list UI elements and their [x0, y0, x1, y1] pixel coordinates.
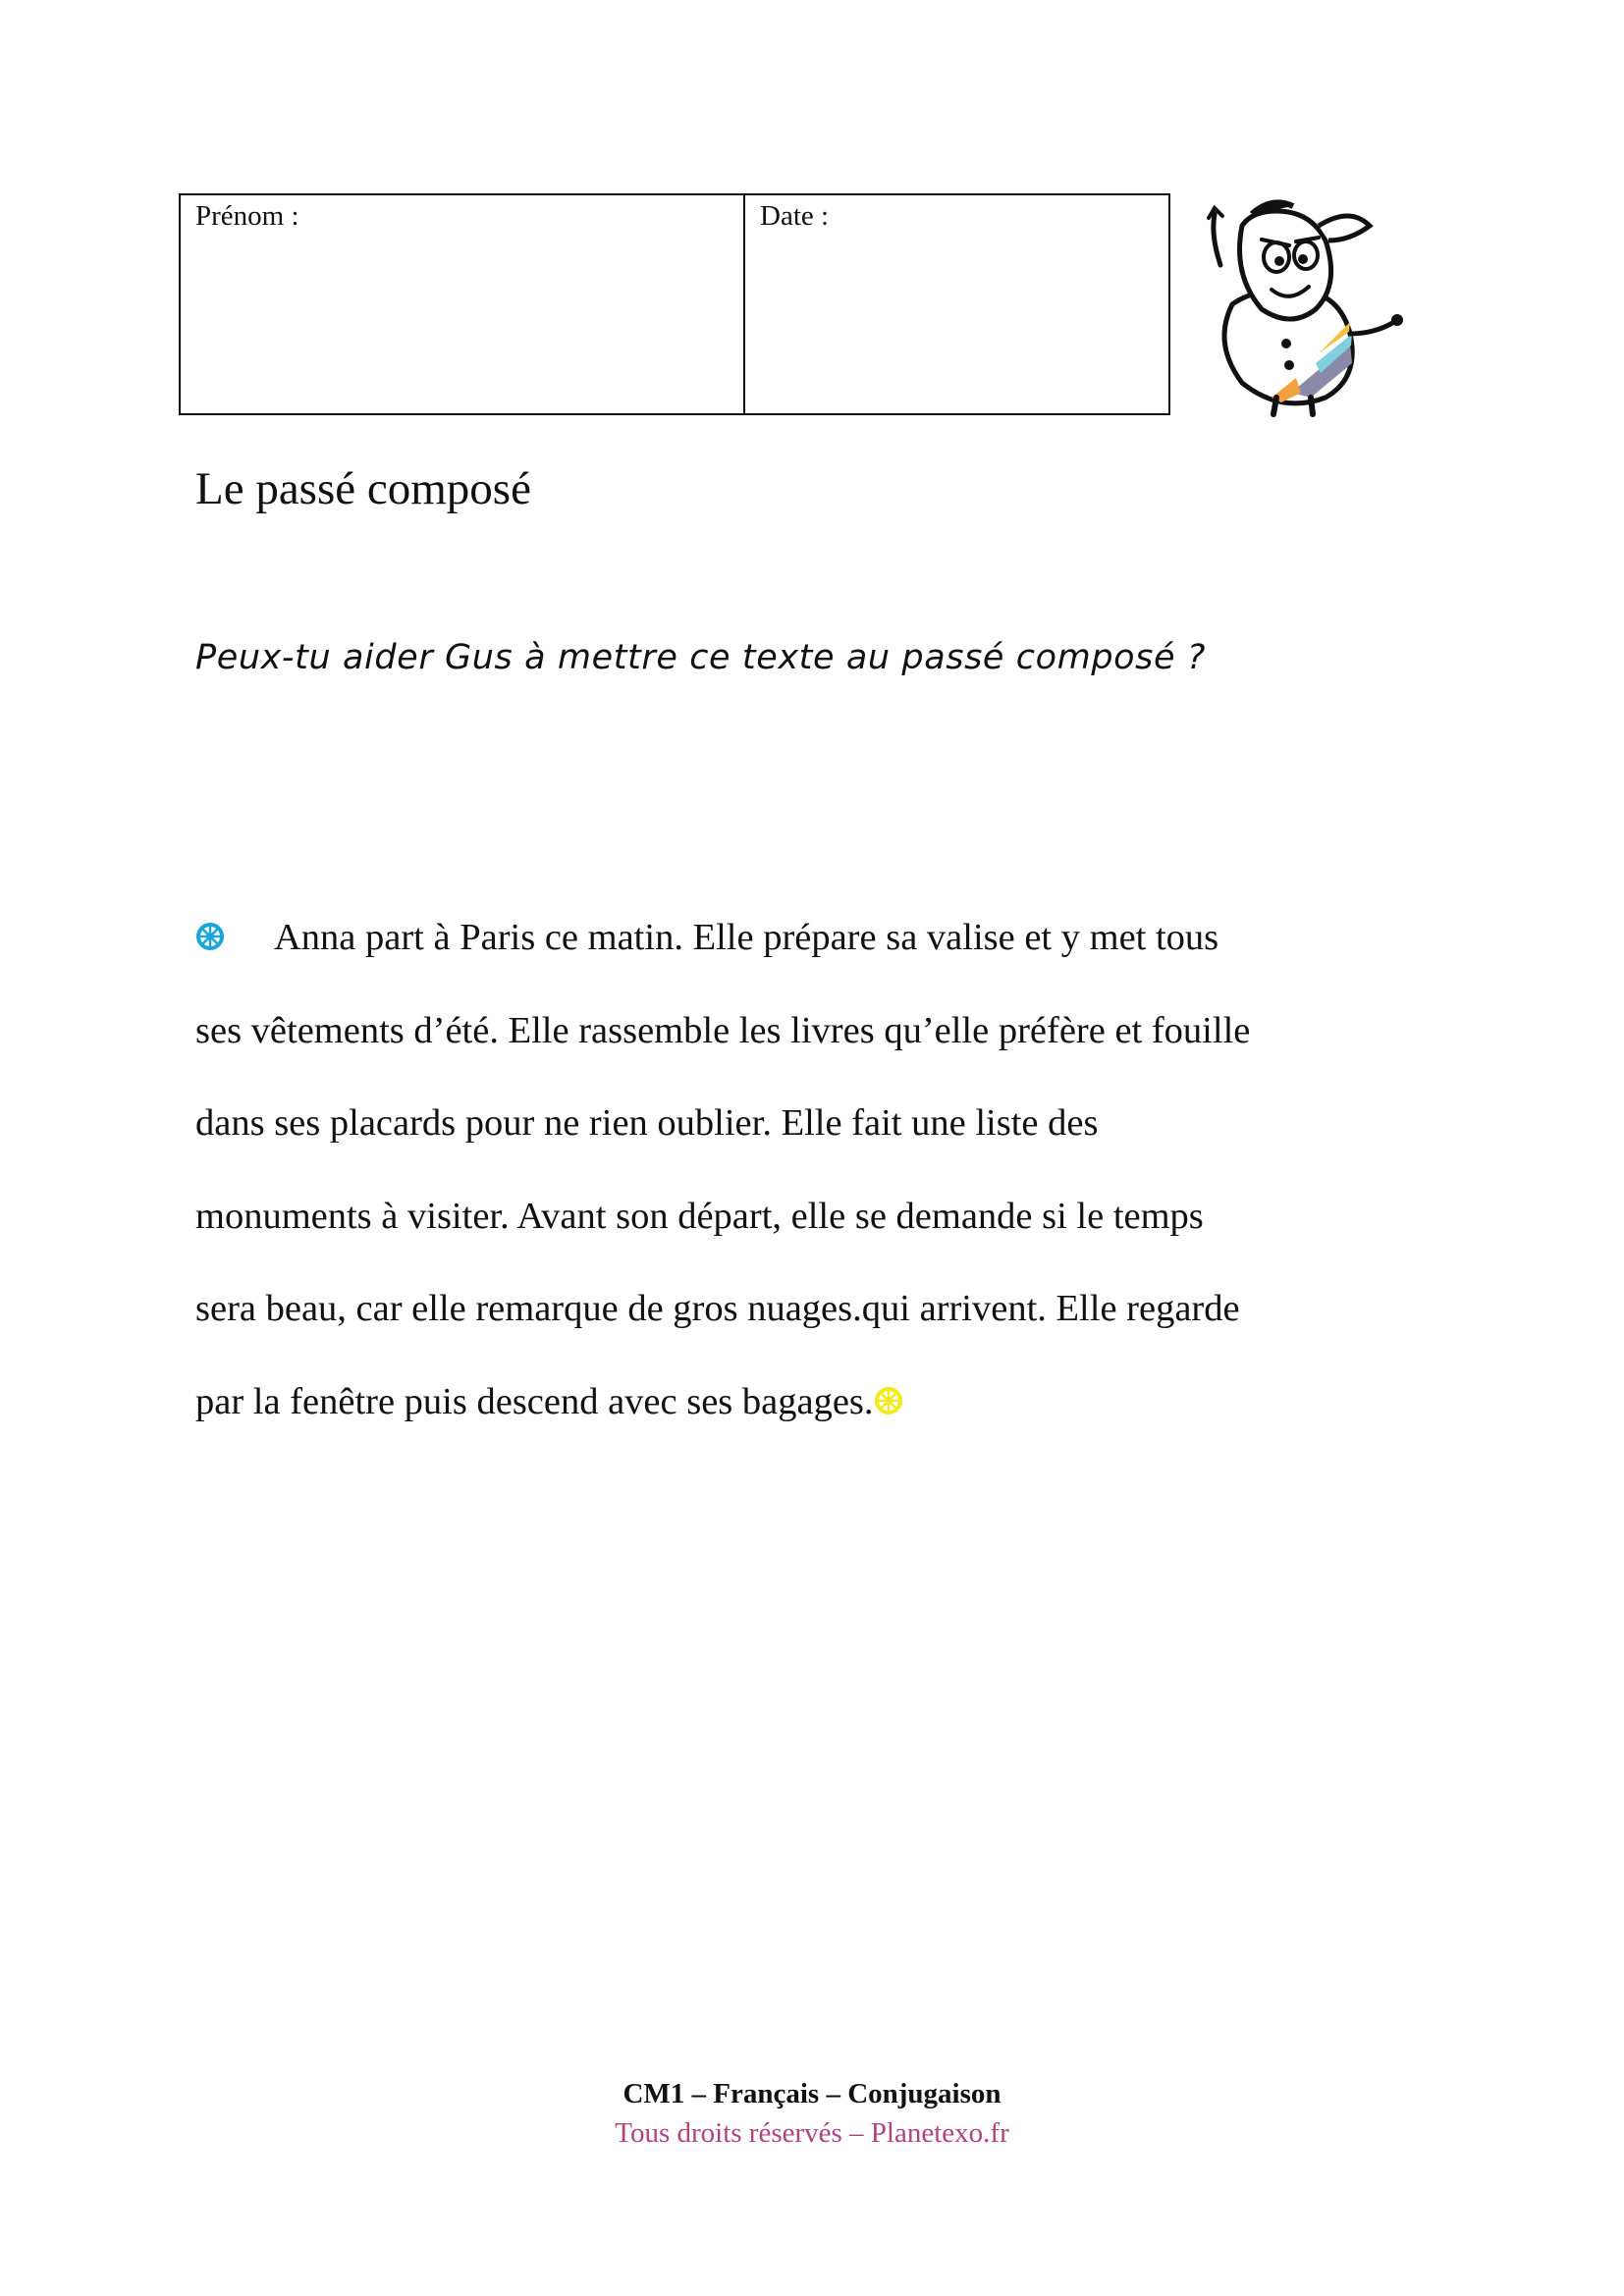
text-line-5: sera beau, car elle remarque de gros nuages.qui arrivent. Elle regarde	[195, 1288, 1240, 1329]
date-cell[interactable]	[745, 195, 1168, 413]
name-label: Prénom :	[195, 200, 299, 232]
start-bullet-wrap	[195, 891, 274, 985]
page-title: Le passé composé	[195, 463, 531, 514]
sheep-mascot-icon	[1203, 196, 1414, 417]
text-line-6: par la fenêtre puis descend avec ses bagages.	[195, 1380, 874, 1422]
name-cell[interactable]	[181, 195, 745, 413]
instruction: Peux-tu aider Gus à mettre ce texte au passé composé ?	[195, 638, 1207, 677]
text-line-1: Anna part à Paris ce matin. Elle prépare sa valise et y met tous	[274, 917, 1219, 958]
footer-rights: Tous droits réservés – Planetexo.fr	[615, 2117, 1009, 2149]
text-line-4: monuments à visiter. Avant son départ, elle se demande si le temps	[195, 1195, 1204, 1237]
date-label: Date :	[760, 200, 830, 232]
text-line-3: dans ses placards pour ne rien oublier. Elle fait une liste des	[195, 1102, 1099, 1144]
text-line	[195, 891, 1472, 985]
identity-table	[179, 193, 1170, 415]
wheel-icon	[195, 922, 225, 951]
text-line	[195, 1356, 1472, 1449]
footer-course: CM1 – Français – Conjugaison	[623, 2078, 1001, 2109]
exercise-text	[195, 891, 1472, 1448]
text-line-2: ses vêtements d’été. Elle rassemble les livres qu’elle préfère et fouille	[195, 1009, 1251, 1051]
wheel-icon	[874, 1386, 903, 1415]
